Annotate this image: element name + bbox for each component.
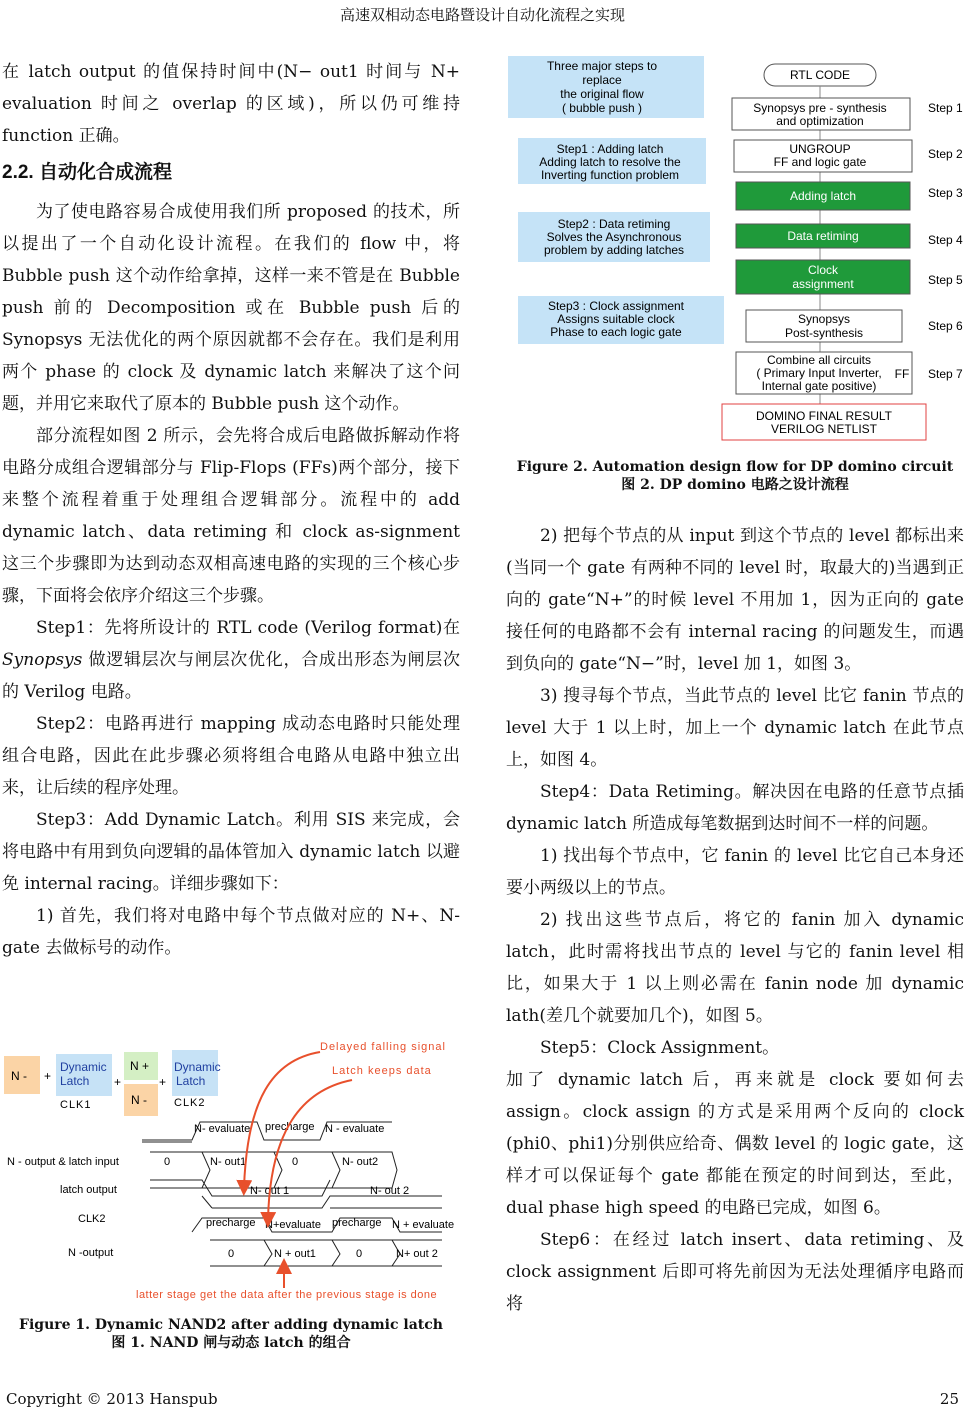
paragraph: Step4：Data Retiming。解决因在电路的任意节点插 dynamic latch 所造成每笔数据到达时间不一样的问题。 bbox=[506, 782, 964, 834]
text-line: FF and logic gate bbox=[773, 155, 867, 169]
svg-text:N -: N - bbox=[131, 1093, 147, 1107]
svg-text:N - output & latch input: N - output & latch input bbox=[7, 1156, 119, 1168]
final-result-text bbox=[756, 409, 893, 436]
svg-text:CLK2: CLK2 bbox=[78, 1213, 106, 1225]
svg-text:latch output: latch output bbox=[60, 1184, 117, 1196]
svg-text:0: 0 bbox=[292, 1156, 299, 1168]
paragraph: 2) 找出这些节点后，将它的 fanin 加入 dynamic latch，此时需将找出节点的 level 与它的 fanin level 相比，如果大于 1 以上则必需在 fanin node 加 dynamic lath(差几个就要加几个)，如图 5。 bbox=[506, 910, 964, 1026]
text-line: Phase to each logic gate bbox=[550, 325, 682, 339]
paragraph: 1) 找出每个节点中，它 fanin 的 level 比它自己本身还要小两级以上的节点。 bbox=[506, 846, 964, 898]
paragraph: 3) 搜寻每个节点，当此节点的 level 比它 fanin 节点的 level 大于 1 以上时，加上一个 dynamic latch 在此节点上，如图 4。 bbox=[506, 686, 964, 770]
svg-text:Latch: Latch bbox=[176, 1074, 206, 1088]
page-number: 25 bbox=[939, 1390, 959, 1408]
text-line: Adding latch bbox=[789, 189, 857, 203]
paragraph: Step3：Add Dynamic Latch。利用 SIS 来完成，会将电路中有用到负向逻辑的晶体管加入 dynamic latch 以避免 internal racing。详细步骤如下： bbox=[2, 810, 460, 894]
svg-text:CLK2: CLK2 bbox=[174, 1097, 206, 1109]
figure-1-caption bbox=[2, 1316, 460, 1352]
text-line: Synopsys pre - synthesis bbox=[753, 101, 887, 115]
figure-2-caption bbox=[506, 458, 964, 494]
text-line: Solves the Asynchronous bbox=[546, 230, 682, 244]
caption-zh: 图 1. NAND 闸与动态 latch 的组合 bbox=[111, 1335, 351, 1351]
paragraph: Step5：Clock Assignment。 bbox=[540, 1038, 780, 1058]
step-box-text bbox=[790, 189, 856, 203]
text-line: ( Primary Input Inverter, bbox=[756, 366, 882, 380]
text-line: Assigns suitable clock bbox=[557, 312, 675, 326]
paragraph: 1) 首先，我们将对电路中每个节点做对应的 N+、N-gate 去做标号的动作。 bbox=[2, 906, 460, 958]
svg-text:precharge: precharge bbox=[265, 1121, 315, 1133]
text-line: replace bbox=[582, 73, 622, 87]
text-line: Three major steps to bbox=[546, 59, 658, 73]
annotation: Delayed falling signal bbox=[320, 1041, 446, 1053]
left-column bbox=[2, 56, 460, 964]
section-heading: 2.2. 自动化合成流程 bbox=[2, 162, 172, 183]
paragraph: 部分流程如图 2 所示，会先将合成后电路做拆解动作将电路分成组合逻辑部分与 Flip-Flops (FFs)两个部分，接下来整个流程着重于处理组合逻辑部分。流程中的 add dynamic latch、data retiming 和 clock as-signment 这三个步骤即为达到动态双相高速电路的实现的三个核心步骤，下面将会依序介绍这三个步骤。 bbox=[2, 426, 460, 606]
text-line: the original flow bbox=[560, 87, 644, 101]
paragraph: Step6：在经过 latch insert、data retiming、及 clock assignment 后即可将先前因为无法处理循序电路而将 bbox=[506, 1230, 964, 1314]
text-line: Post-synthesis bbox=[784, 326, 864, 340]
svg-text:+: + bbox=[44, 1069, 52, 1083]
figure-1-timing-diagram bbox=[2, 1030, 460, 1310]
text-line: Step1 : Adding latch bbox=[556, 142, 664, 156]
paragraph: 2) 把每个节点的从 input 到这个节点的 level 都标出来(当同一个 gate 有两种不同的 level 时，取最大的)当遇到正向的 gate“N+”的时候 level 不用加 1，因为正向的 gate 接任何的电路都不会有 internal racing 的问题发生，而遇到负向的 gate“N−”时，level 加 1，如图 3。 bbox=[506, 526, 964, 674]
annotation: latter stage get the data after the previous stage is done bbox=[136, 1289, 438, 1301]
svg-text:0: 0 bbox=[164, 1156, 171, 1168]
step-label: Step 1 bbox=[928, 101, 963, 115]
svg-text:N + out1: N + out1 bbox=[274, 1248, 316, 1260]
text-line: problem by adding latches bbox=[543, 243, 685, 257]
text-line: ( bubble push ) bbox=[561, 101, 643, 115]
svg-text:precharge: precharge bbox=[206, 1217, 256, 1229]
annotation-arrow bbox=[268, 1080, 352, 1220]
note-text bbox=[539, 142, 681, 182]
step-label: Step 2 bbox=[928, 147, 963, 161]
paragraph: Step2：电路再进行 mapping 成动态电路时只能处理组合电路，因此在此步骤必须将组合电路从电路中独立出来，让后续的程序处理。 bbox=[2, 714, 460, 798]
svg-text:Dynamic: Dynamic bbox=[60, 1060, 107, 1074]
svg-text:N+ out 2: N+ out 2 bbox=[396, 1248, 438, 1260]
figure-2-flow-diagram bbox=[506, 54, 964, 446]
right-column bbox=[506, 520, 964, 1320]
step-box-text bbox=[787, 229, 858, 243]
step-label: Step 7 bbox=[928, 367, 963, 381]
text-line: Inverting function problem bbox=[540, 168, 680, 182]
running-header: 高速双相动态电路暨设计自动化流程之实现 bbox=[339, 6, 625, 24]
caption-zh: 图 2. DP domino 电路之设计流程 bbox=[621, 477, 849, 493]
svg-text:N - evaluate: N - evaluate bbox=[325, 1123, 385, 1135]
step-box-text bbox=[756, 353, 881, 393]
note-text bbox=[544, 217, 684, 257]
text-line: Internal gate positive) bbox=[761, 379, 877, 393]
step-label: Step 4 bbox=[928, 233, 963, 247]
svg-text:N- out 1: N- out 1 bbox=[250, 1185, 290, 1197]
n-minus-label: N - bbox=[11, 1069, 27, 1083]
step-label: Step 3 bbox=[928, 186, 963, 200]
svg-text:N +: N + bbox=[130, 1059, 150, 1073]
annotation-arrow bbox=[244, 1052, 320, 1188]
note-text bbox=[547, 59, 657, 115]
svg-text:N- out 2: N- out 2 bbox=[370, 1185, 410, 1197]
text-line: VERILOG NETLIST bbox=[770, 422, 878, 436]
step-label: Step 6 bbox=[928, 319, 963, 333]
svg-text:N- evaluate: N- evaluate bbox=[194, 1123, 251, 1135]
svg-text:N -output: N -output bbox=[68, 1247, 114, 1259]
svg-text:+: + bbox=[159, 1075, 167, 1089]
annotation: Latch keeps data bbox=[332, 1065, 432, 1077]
paragraph: 在 latch output 的值保持时间中(N− out1 时间与 N+ evaluation 时间之 overlap 的区域)，所以仍可维持 function 正确。 bbox=[2, 62, 460, 146]
text-line: assignment bbox=[792, 277, 854, 291]
step-label: Step 5 bbox=[928, 273, 963, 287]
svg-text:N- out1: N- out1 bbox=[210, 1156, 247, 1168]
svg-text:N- out2: N- out2 bbox=[342, 1156, 379, 1168]
svg-text:0: 0 bbox=[228, 1248, 235, 1260]
text-line: UNGROUP bbox=[789, 142, 851, 156]
svg-text:N + evaluate: N + evaluate bbox=[392, 1219, 455, 1231]
text-line: Step2 : Data retiming bbox=[557, 217, 671, 231]
text-line: Adding latch to resolve the bbox=[539, 155, 681, 169]
text-line: Combine all circuits bbox=[766, 353, 872, 367]
svg-text:RTL CODE: RTL CODE bbox=[789, 68, 851, 82]
paragraph: Step1：先将所设计的 RTL code (Verilog format)在 Synopsys 做逻辑层次与闸层次优化，合成出形态为闸层次的 Verilog 电路。 bbox=[2, 618, 460, 702]
text-line: Clock bbox=[807, 263, 839, 277]
ff-label: FF bbox=[894, 367, 910, 381]
caption-en: Figure 1. Dynamic NAND2 after adding dynamic latch bbox=[19, 1317, 443, 1333]
footer-copyright: Copyright © 2013 Hanspub bbox=[6, 1390, 218, 1408]
svg-text:0: 0 bbox=[356, 1248, 363, 1260]
paragraph: 加了 dynamic latch 后，再来就是 clock 要如何去 assign。clock assign 的方式是采用两个反向的 clock (phi0、phi1)分别供应给奇、偶数 level 的 logic gate，这样才可以保证每个 gate 都能在预定的时间到达，至此，dual phase high speed 的电路已完成，如图 6。 bbox=[506, 1070, 964, 1218]
paragraph: 为了使电路容易合成使用我们所 proposed 的技术，所以提出了一个自动化设计流程。在我们的 flow 中，将 Bubble push 这个动作给拿掉，这样一来不管是在 Bubble push 前的 Decomposition 或在 Bubble push 后的 Synopsys 无法优化的两个原因就都不会存在。我们是利用两个 phase 的 clock 及 dynamic latch 来解决了这个问题，并用它来取代了原本的 Bubble push 这个动作。 bbox=[2, 202, 460, 414]
text-line: Data retiming bbox=[787, 229, 859, 243]
svg-text:CLK1: CLK1 bbox=[60, 1099, 92, 1111]
caption-en: Figure 2. Automation design flow for DP domino circuit bbox=[516, 459, 954, 475]
svg-text:precharge: precharge bbox=[332, 1217, 382, 1229]
svg-text:Dynamic: Dynamic bbox=[174, 1060, 221, 1074]
note-text bbox=[548, 299, 685, 339]
text-line: Synopsys bbox=[797, 312, 851, 326]
text-line: DOMINO FINAL RESULT bbox=[755, 409, 893, 423]
text-line: and optimization bbox=[776, 114, 864, 128]
svg-text:Latch: Latch bbox=[60, 1074, 90, 1088]
svg-text:+: + bbox=[114, 1075, 122, 1089]
text-line: Step3 : Clock assignment bbox=[547, 299, 685, 313]
svg-text:N+evaluate: N+evaluate bbox=[265, 1219, 321, 1231]
